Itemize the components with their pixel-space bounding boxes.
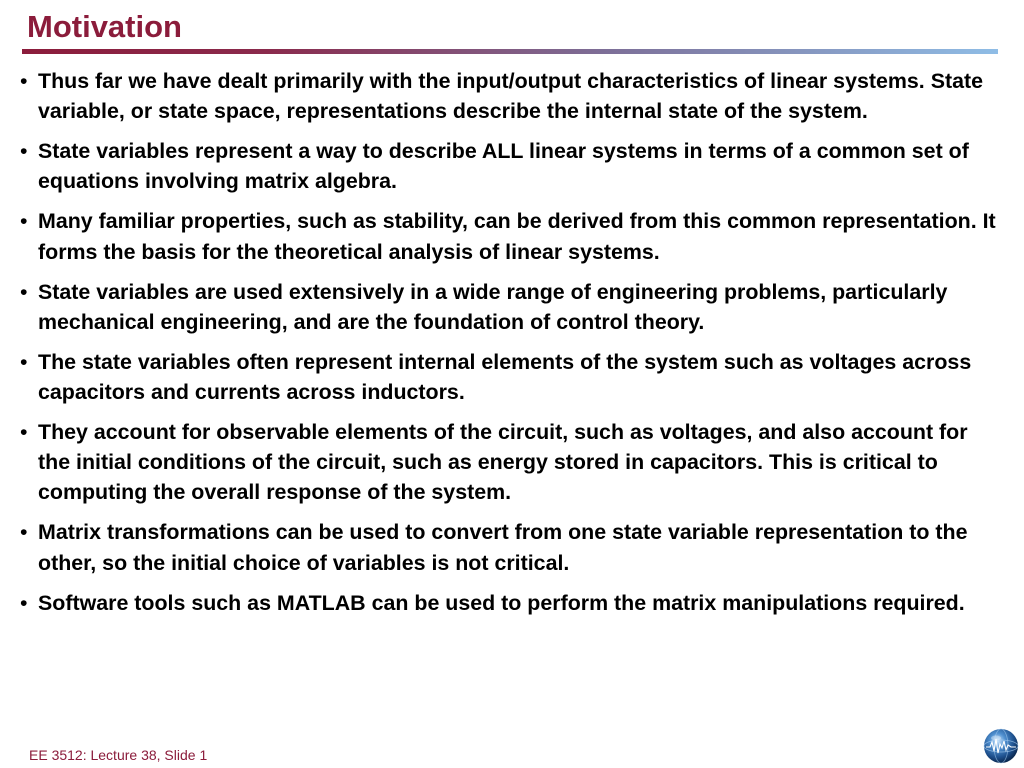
bullet-text: Many familiar properties, such as stability, can be derived from this common representation. It forms the basis for the theoretical analysis of linear systems.: [38, 209, 996, 264]
bullet-item: [20, 206, 1005, 266]
bullet-item: [20, 347, 1005, 407]
bullet-text: Software tools such as MATLAB can be used to perform the matrix manipulations required.: [38, 590, 965, 615]
bullet-item: [20, 517, 1005, 577]
globe-icon: [982, 727, 1020, 765]
bullet-item: [20, 588, 1005, 618]
bullet-item: [20, 136, 1005, 196]
bullet-marker: •: [20, 69, 28, 93]
bullet-marker: •: [20, 139, 28, 164]
bullet-marker: •: [20, 209, 28, 234]
slide-footer: EE 3512: Lecture 38, Slide 1: [29, 747, 208, 763]
bullet-item: [20, 277, 1005, 337]
bullet-marker: •: [20, 590, 28, 615]
bullet-text: Thus far we have dealt primarily with the input/output characteristics of linear systems. State variable, or state space, representations describe the internal state of the system.: [38, 69, 984, 124]
bullet-text: State variables represent a way to describe ALL linear systems in terms of a common set of equations involving matrix algebra.: [38, 139, 969, 194]
title-divider: [22, 49, 998, 54]
bullet-marker: •: [20, 349, 28, 374]
slide-title: Motivation: [27, 9, 182, 44]
bullet-item: [20, 66, 1005, 126]
bullet-item: [20, 417, 1005, 508]
bullet-list: [20, 66, 1005, 628]
bullet-marker: •: [20, 520, 28, 545]
bullet-text: State variables are used extensively in a wide range of engineering problems, particularly mechanical engineering, and are the foundation of control theory.: [38, 279, 948, 334]
bullet-text: Matrix transformations can be used to convert from one state variable representation to the other, so the initial choice of variables is not critical.: [38, 520, 968, 575]
bullet-marker: •: [20, 420, 28, 445]
bullet-text: The state variables often represent internal elements of the system such as voltages across capacitors and currents across inductors.: [38, 349, 972, 405]
bullet-text: They account for observable elements of the circuit, such as voltages, and also account for the initial conditions of the circuit, such as energy stored in capacitors. This is critical to computing the overall response of the system.: [38, 420, 968, 505]
bullet-marker: •: [20, 279, 28, 304]
